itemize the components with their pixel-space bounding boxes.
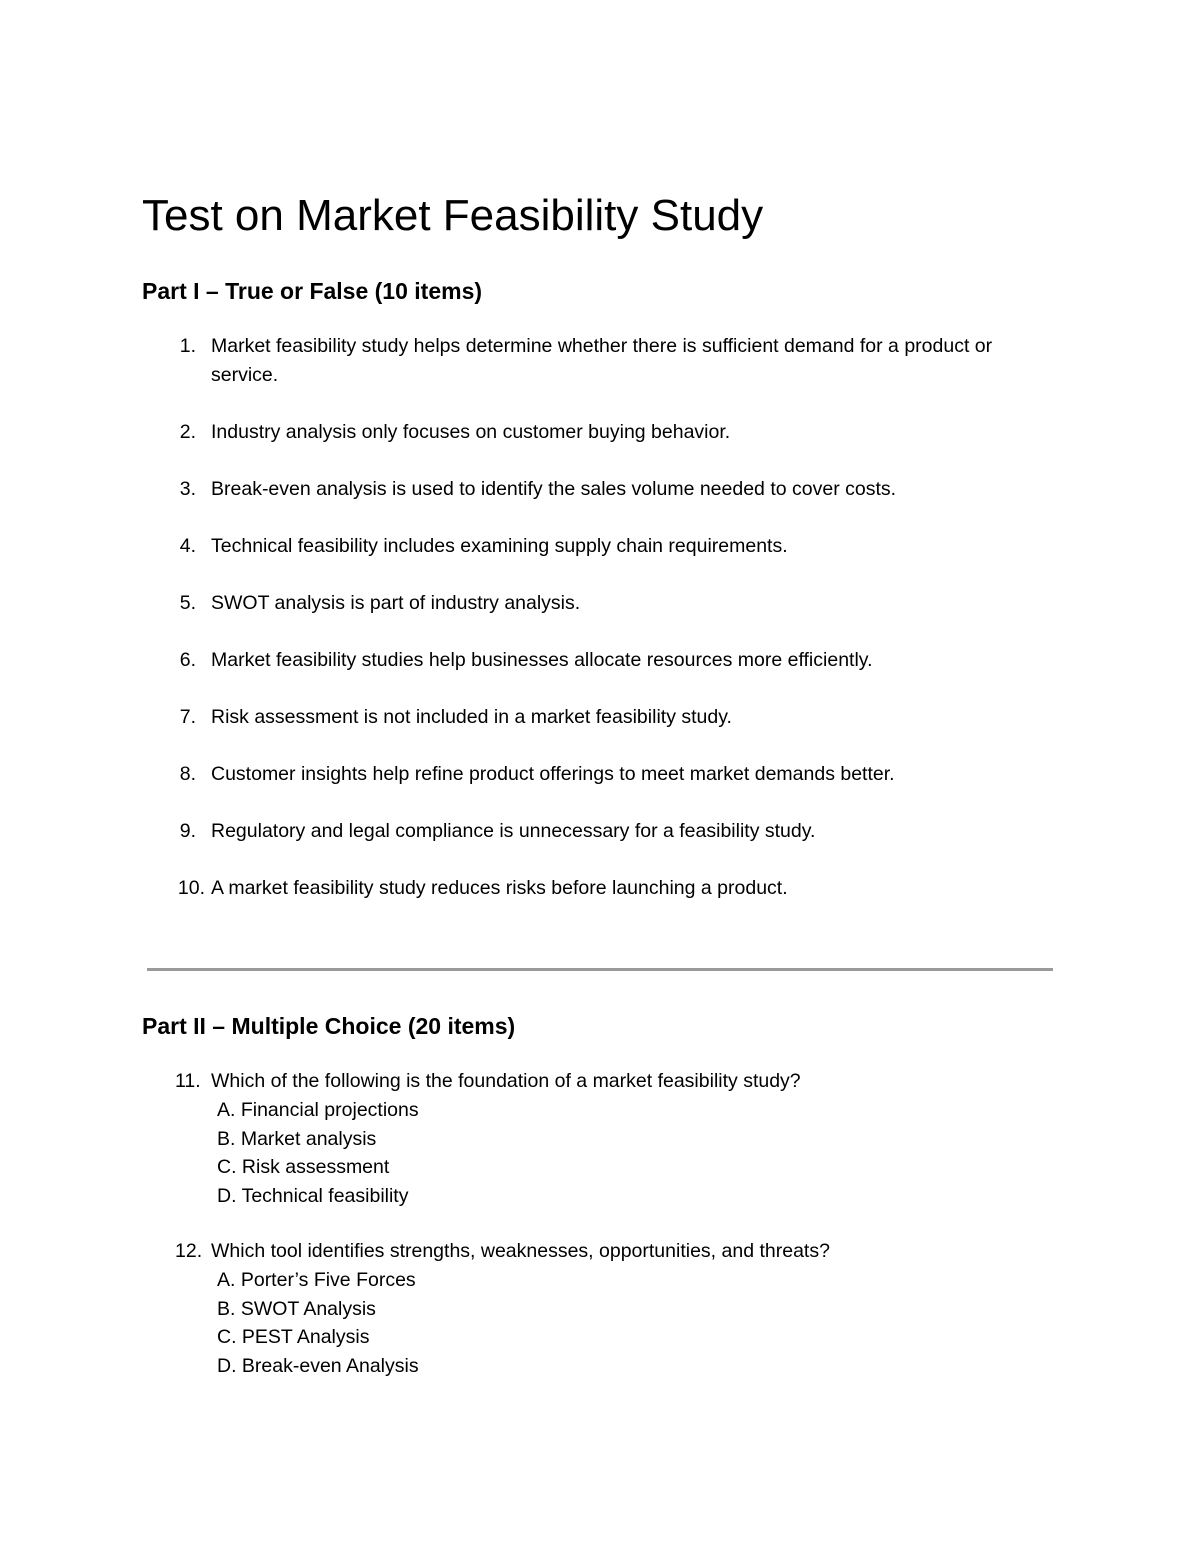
tf-item [0, 418, 1061, 447]
item-number: 10. [177, 876, 205, 899]
mc-option: A. Porter’s Five Forces [217, 1268, 416, 1291]
tf-item [0, 589, 1061, 618]
mc-question [0, 1237, 830, 1266]
item-text: Market feasibility studies help businesses allocate resources more efficiently. [211, 648, 873, 671]
question-text: Which tool identifies strengths, weaknesses, opportunities, and threats? [211, 1240, 830, 1262]
tf-item [0, 760, 1061, 789]
part2-heading: Part II – Multiple Choice (20 items) [142, 1013, 516, 1039]
item-text: Risk assessment is not included in a market feasibility study. [211, 705, 732, 728]
document-title: Test on Market Feasibility Study [142, 191, 764, 240]
item-number: 6. [179, 648, 196, 671]
item-text: Market feasibility study helps determine whether there is sufficient demand for a product or service. [211, 335, 993, 386]
item-number: 9. [179, 819, 196, 842]
tf-item [0, 475, 1061, 504]
item-text: Industry analysis only focuses on customer buying behavior. [211, 420, 731, 443]
part1-heading: Part I – True or False (10 items) [142, 278, 483, 304]
question-text: Which of the following is the foundation of a market feasibility study? [211, 1070, 801, 1092]
mc-option: C. Risk assessment [217, 1156, 390, 1179]
item-number: 8. [179, 762, 196, 785]
item-text: Technical feasibility includes examining supply chain requirements. [211, 534, 788, 557]
tf-item [0, 703, 1061, 732]
item-text: Break-even analysis is used to identify the sales volume needed to cover costs. [211, 477, 897, 500]
item-number: 5. [179, 591, 196, 614]
question-number: 12. [175, 1240, 203, 1262]
question-number: 11. [175, 1070, 201, 1092]
item-number: 7. [179, 705, 196, 728]
tf-item [0, 817, 1061, 846]
mc-option: D. Break-even Analysis [217, 1355, 419, 1378]
item-number: 3. [179, 477, 196, 500]
item-number: 1. [179, 335, 196, 357]
mc-question [0, 1067, 801, 1096]
item-number: 2. [179, 420, 196, 443]
mc-question-block [0, 1237, 830, 1381]
mc-question-block [0, 1067, 801, 1211]
mc-option: D. Technical feasibility [217, 1185, 409, 1208]
mc-option: B. SWOT Analysis [217, 1297, 376, 1320]
mc-option: B. Market analysis [217, 1127, 377, 1150]
mc-option: A. Financial projections [217, 1098, 419, 1121]
true-false-list [0, 332, 1061, 931]
item-text: Regulatory and legal compliance is unnecessary for a feasibility study. [211, 819, 816, 842]
mc-option: C. PEST Analysis [217, 1326, 370, 1349]
item-number: 4. [179, 534, 196, 557]
tf-item [0, 646, 1061, 675]
tf-item [0, 532, 1061, 561]
item-text: Customer insights help refine product offerings to meet market demands better. [211, 762, 895, 785]
tf-item [0, 332, 1061, 389]
item-text: A market feasibility study reduces risks before launching a product. [211, 876, 788, 899]
tf-item [0, 874, 1061, 903]
item-text: SWOT analysis is part of industry analysis. [211, 591, 581, 614]
section-divider [147, 968, 1053, 971]
